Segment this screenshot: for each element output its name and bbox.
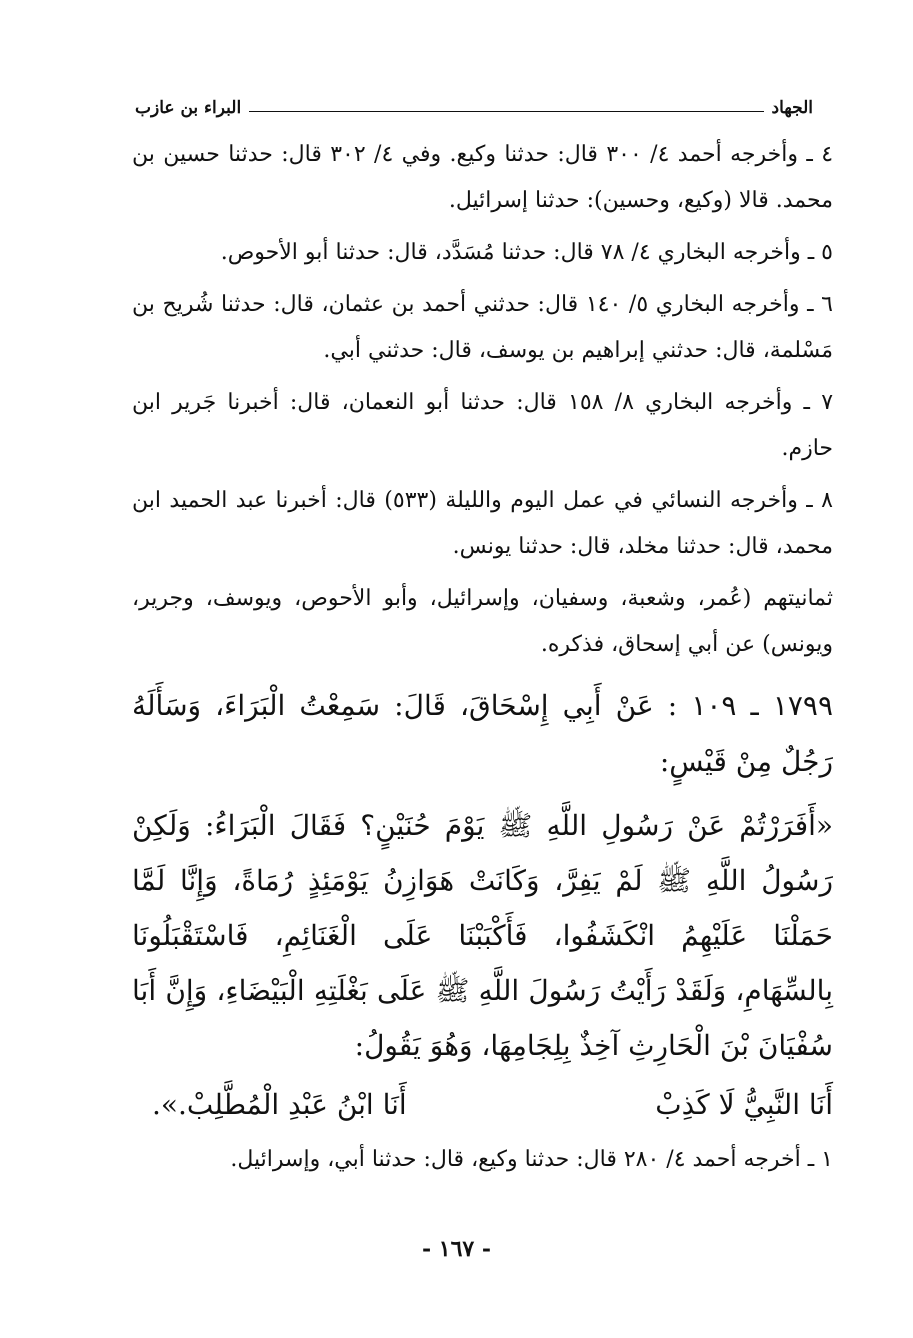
- takhrij-note-4: ٤ ـ وأخرجه أحمد ٤/ ٣٠٠ قال: حدثنا وكيع. وفي ٤/ ٣٠٢ قال: حدثنا حسين بن محمد. قالا (وكيع، وحسين): حدثنا إسرائيل.: [132, 142, 834, 213]
- verse-second-hemistich: أَنَا ابْنُ عَبْدِ الْمُطَّلِبْ.».: [152, 1088, 407, 1121]
- header-narrator-title: البراء بن عازب: [135, 98, 242, 118]
- verse-first-hemistich: أَنَا النَّبِيُّ لَا كَذِبْ: [655, 1088, 833, 1121]
- takhrij-note-5: ٥ ـ وأخرجه البخاري ٤/ ٧٨ قال: حدثنا مُسَدَّد، قال: حدثنا أبو الأحوص.: [220, 240, 833, 265]
- hadith-text: «أَفَرَرْتُمْ عَنْ رَسُولِ اللَّهِ ﷺ يَوْمَ حُنَيْنٍ؟ فَقَالَ الْبَرَاءُ: وَلَكِنْ رَسُولُ اللَّهِ ﷺ لَمْ يَفِرَّ، وَكَانَتْ هَوَازِنُ يَوْمَئِذٍ رُمَاةً، وَإِنَّا لَمَّا حَمَلْنَا عَلَيْهِمُ انْكَشَفُوا، فَأَكْبَبْنَا عَلَى الْغَنَائِمِ، فَاسْتَقْبَلُونَا بِالسِّهَامِ، وَلَقَدْ رَأَيْتُ رَسُولَ اللَّهِ ﷺ عَلَى بَغْلَتِهِ الْبَيْضَاءِ، وَإِنَّ أَبَا سُفْيَانَ بْنَ الْحَارِثِ آخِذٌ بِلِجَامِهَا، وَهُوَ يَقُولُ:: [132, 809, 833, 1062]
- page-number: - ١٦٧ -: [421, 1236, 492, 1262]
- chain-summary: ثمانيتهم (عُمر، وشعبة، وسفيان، وإسرائيل، وأبو الأحوص، ويوسف، وجرير، ويونس) عن أبي إسحاق، فذكره.: [132, 586, 833, 657]
- running-header: [135, 92, 813, 118]
- header-rule: [249, 111, 763, 112]
- takhrij-note-7: ٧ ـ وأخرجه البخاري ٨/ ١٥٨ قال: حدثنا أبو النعمان، قال: أخبرنا جَرير ابن حازم.: [132, 390, 834, 461]
- takhrij-footnote-1: ١ ـ أخرجه أحمد ٤/ ٢٨٠ قال: حدثنا وكيع، قال: حدثنا أبي، وإسرائيل.: [230, 1147, 833, 1172]
- takhrij-note-8: ٨ ـ وأخرجه النسائي في عمل اليوم والليلة (٥٣٣) قال: أخبرنا عبد الحميد ابن محمد، قال: حدثنا مخلد، قال: حدثنا يونس.: [132, 488, 833, 559]
- takhrij-note-6: ٦ ـ وأخرجه البخاري ٥/ ١٤٠ قال: حدثني أحمد بن عثمان، قال: حدثنا شُريح بن مَسْلمة، قال: حدثني إبراهيم بن يوسف، قال: حدثني أبي.: [132, 292, 833, 363]
- header-section-title: الجهاد: [771, 98, 813, 118]
- poetry-verse: [132, 1077, 833, 1133]
- page-body: [132, 132, 833, 1181]
- hadith-heading: ١٧٩٩ ـ ١٠٩ : عَنْ أَبِي إِسْحَاقَ، قَالَ: سَمِعْتُ الْبَرَاءَ، وَسَأَلَهُ رَجُلٌ مِنْ قَيْسٍ:: [132, 689, 833, 778]
